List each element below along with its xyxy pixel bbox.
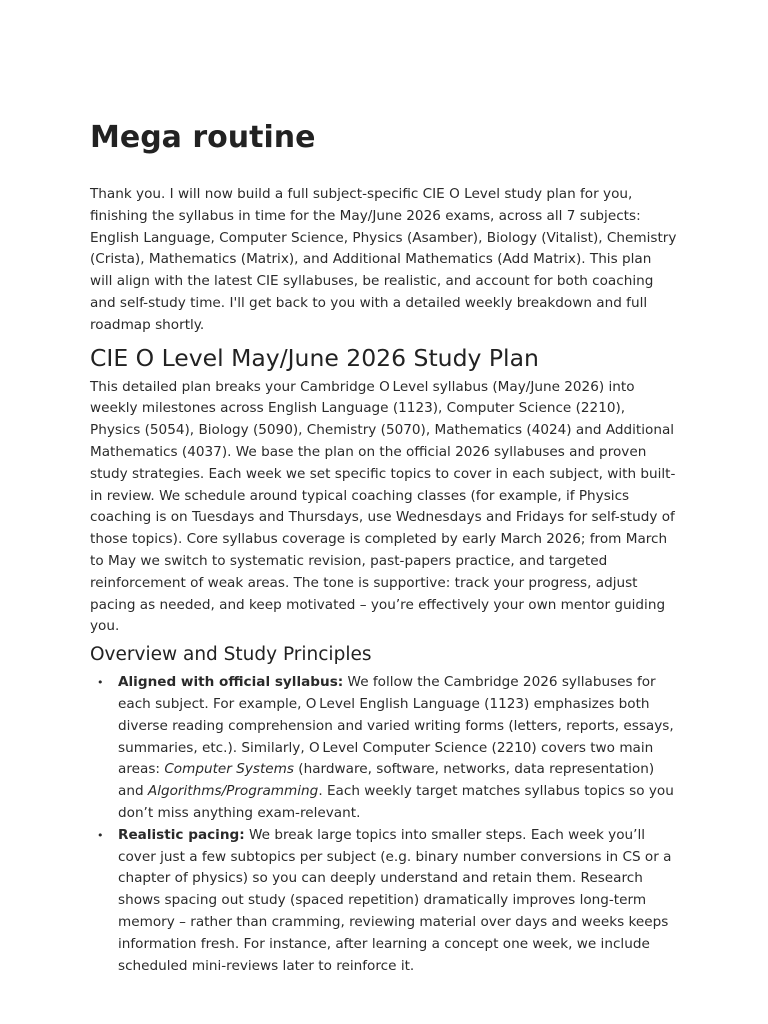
overview-heading: Overview and Study Principles	[90, 644, 372, 666]
principle-label: Realistic pacing:	[118, 826, 245, 843]
plan-paragraph: This detailed plan breaks your Cambridge O Level syllabus (May/June 2026) into weekly milestones across English Language (1123), Computer Science (2210), Physics (5054), Biology (5090), Chemistry (5070), Mathematics (4024) and Additional Mathematics (4037). We base the plan on the official 2026 syllabuses and proven study strategies. Each week we set specific topics to cover in each subject, with built-in review. We schedule around typical coaching classes (for example, if Physics coaching is on Tuesdays and Thursdays, use Wednesdays and Fridays for self-study of those topics). Core syllabus coverage is completed by early March 2026; from March to May we switch to systematic revision, past-papers practice, and targeted reinforcement of weak areas. The tone is supportive: track your progress, adjust pacing as needed, and keep motivated – you’re effectively your own mentor guiding you.	[90, 378, 676, 635]
bullet-icon: •	[97, 676, 104, 690]
principle-label: Aligned with official syllabus:	[118, 674, 344, 691]
principle-emphasis: Algorithms/Programming	[147, 783, 319, 800]
principle-emphasis: Computer Systems	[164, 761, 294, 778]
bullet-icon: •	[97, 828, 104, 842]
list-item	[90, 825, 678, 978]
plan-heading: CIE O Level May/June 2026 Study Plan	[90, 343, 539, 372]
principle-text: (hardware, software, networks, data representation) and	[118, 761, 655, 800]
principles-list	[90, 672, 678, 977]
page-title: Mega routine	[90, 120, 316, 155]
principle-text: . Each weekly target matches syllabus topics so you don’t miss anything exam-relevant.	[118, 783, 674, 821]
list-item	[90, 672, 678, 825]
principle-text: We follow the Cambridge 2026 syllabuses for each subject. For example, O Level English Language (1123) emphasizes both diverse reading comprehension and varied writing forms (letters, reports, essays, summaries, etc.). Similarly, O Level Computer Science (2210) covers two main areas:	[118, 674, 674, 778]
principle-text: We break large topics into smaller steps. Each week you’ll cover just a few subtopics per subject (e.g. binary number conversions in CS or a chapter of physics) so you can deeply understand and retain them. Research shows spacing out study (spaced repetition) dramatically improves long-term memory – rather than cramming, reviewing material over days and weeks keeps information fresh. For instance, after learning a concept one week, we include scheduled mini-reviews later to reinforce it.	[118, 826, 672, 974]
intro-paragraph: Thank you. I will now build a full subject-specific CIE O Level study plan for you, finishing the syllabus in time for the May/June 2026 exams, across all 7 subjects: English Language, Computer Science, Physics (Asamber), Biology (Vitalist), Chemistry (Crista), Mathematics (Matrix), and Additional Mathematics (Add Matrix). This plan will align with the latest CIE syllabuses, be realistic, and account for both coaching and self-study time. I'll get back to you with a detailed weekly breakdown and full roadmap shortly.	[90, 186, 677, 333]
